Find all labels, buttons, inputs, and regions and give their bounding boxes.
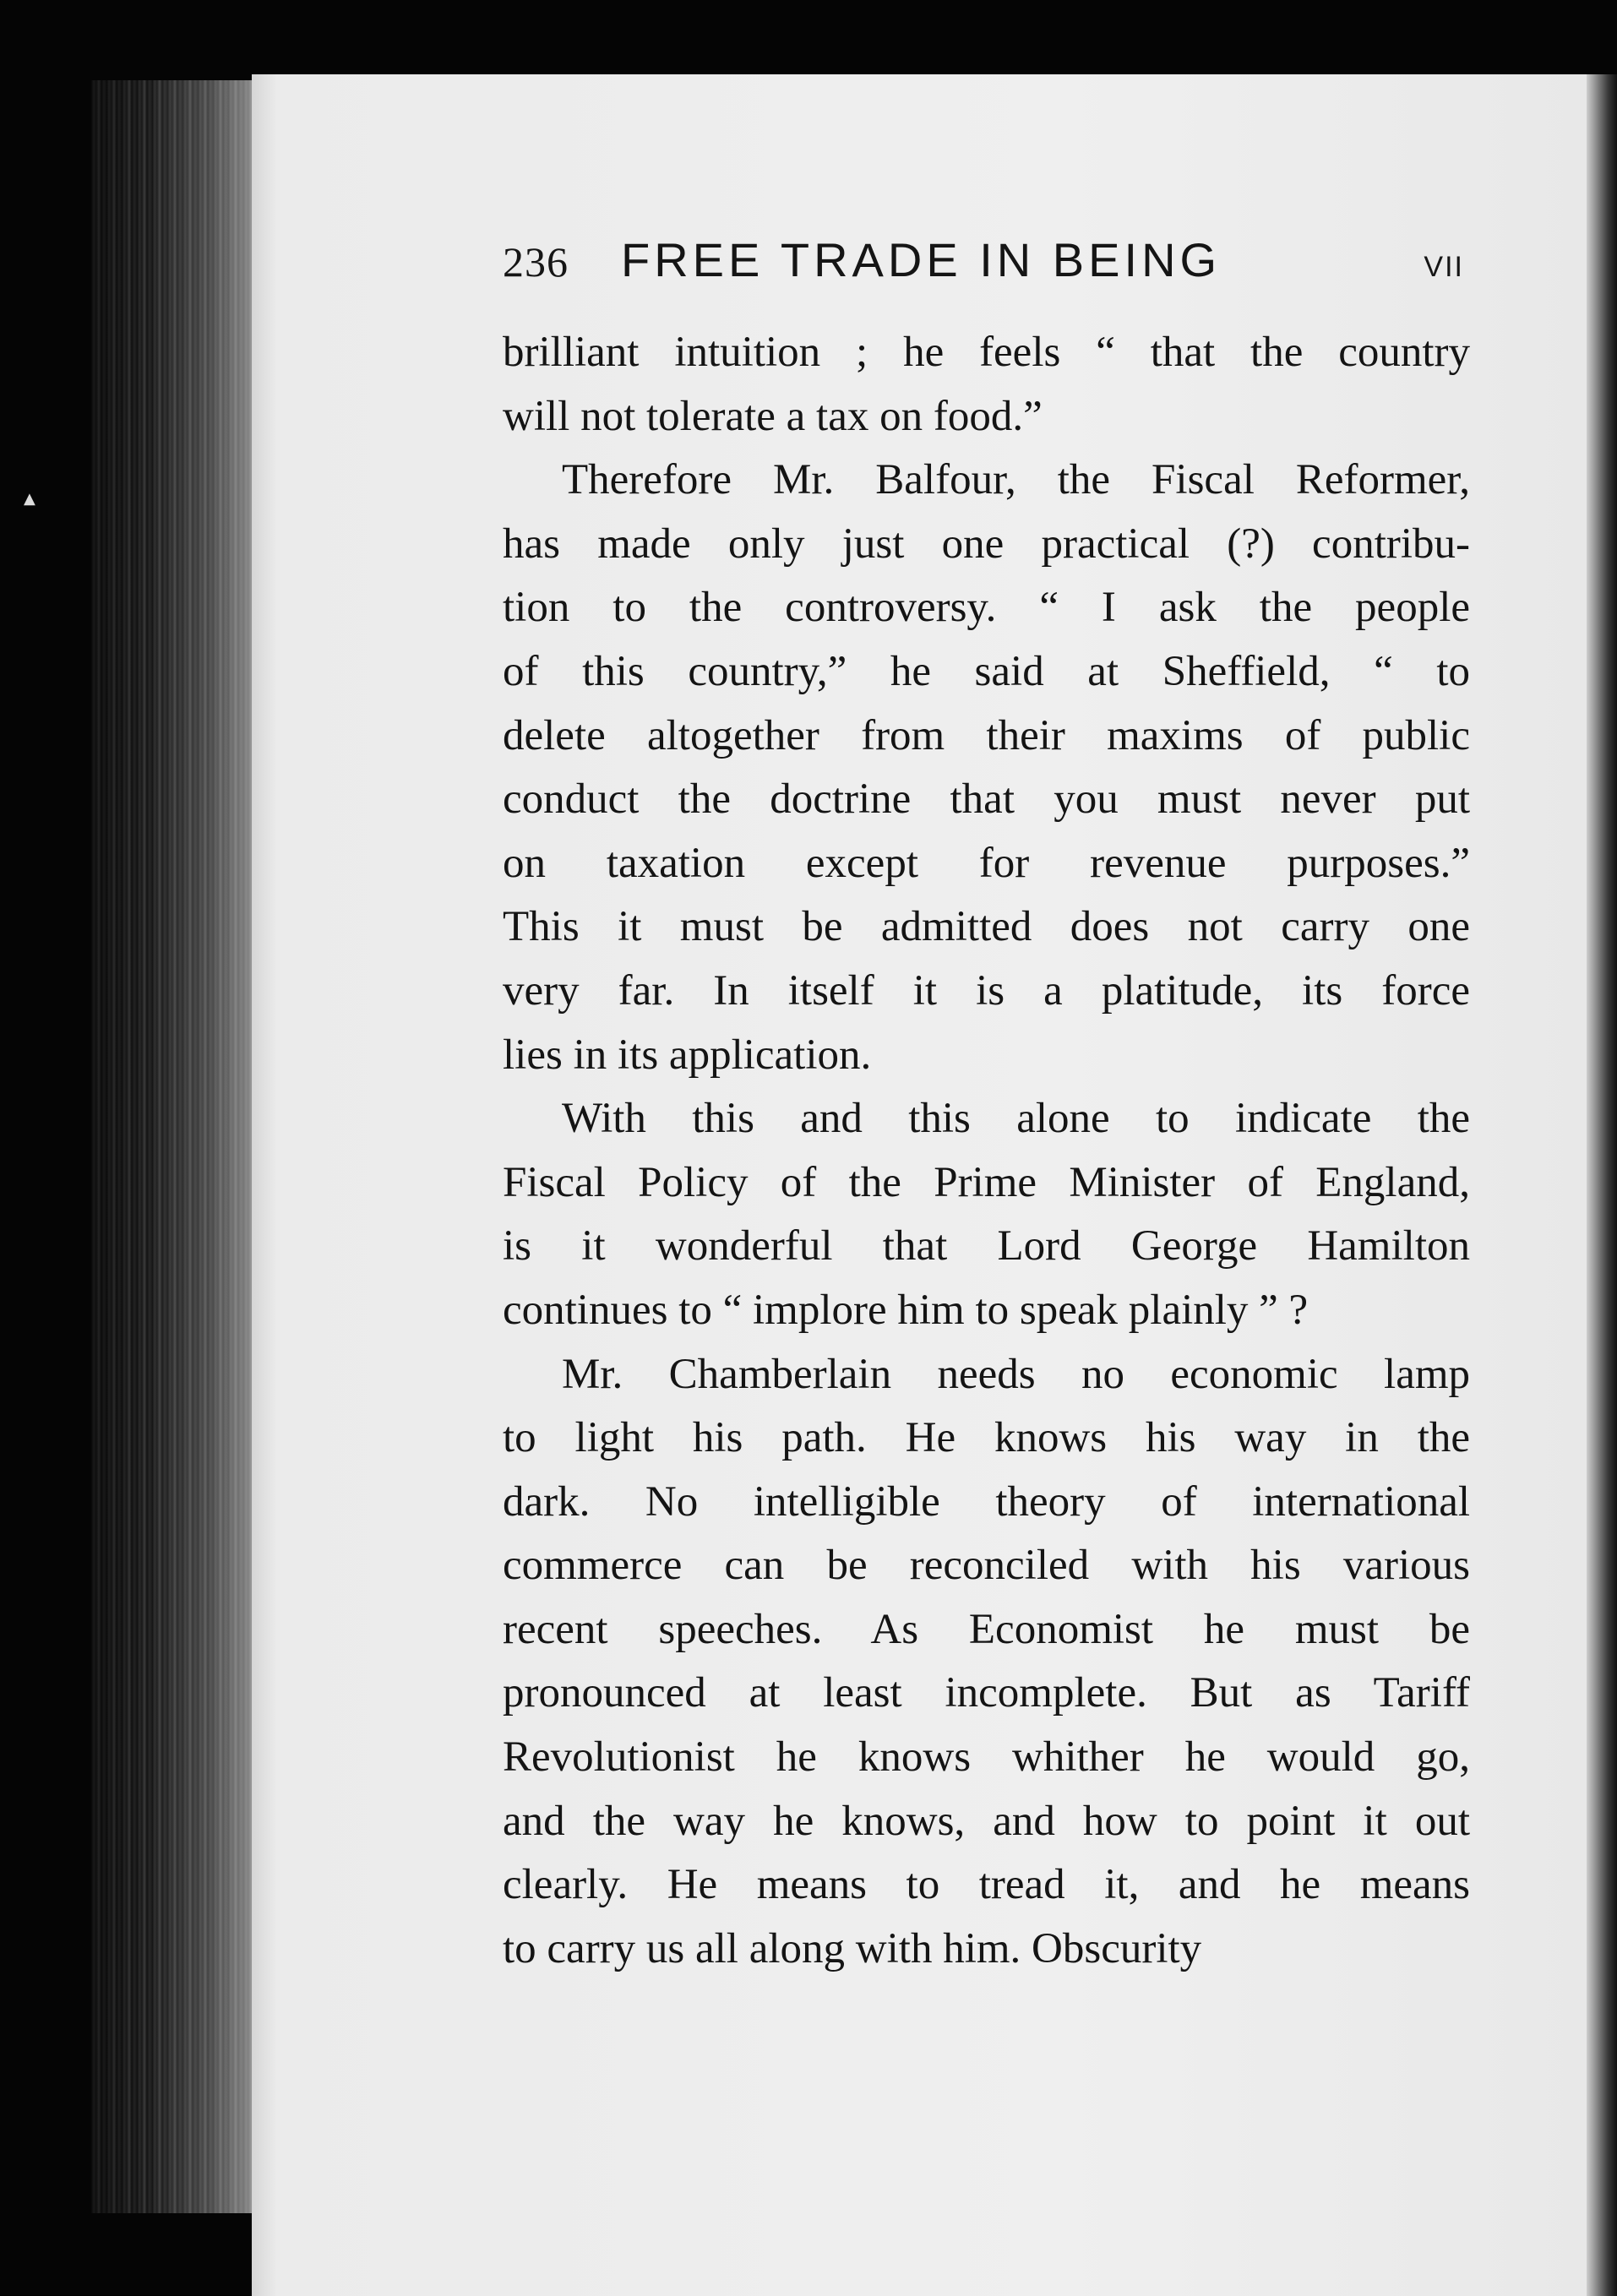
text-line: pronounced at least incomplete. But as Tariff bbox=[503, 1669, 1470, 1717]
text-line: on taxation except for revenue purposes.” bbox=[503, 839, 1470, 887]
running-title: FREE TRADE IN BEING bbox=[621, 233, 1222, 286]
page-number: 236 bbox=[503, 238, 569, 286]
text-line: With this and this alone to indicate the bbox=[562, 1095, 1470, 1143]
text-line: clearly. He means to tread it, and he means bbox=[503, 1861, 1470, 1909]
text-line: Therefore Mr. Balfour, the Fiscal Reformer, bbox=[562, 456, 1470, 504]
text-line: lies in its application. bbox=[503, 1031, 872, 1079]
text-line: continues to “ implore him to speak plainly ” ? bbox=[503, 1286, 1309, 1334]
text-line: commerce can be reconciled with his various bbox=[503, 1542, 1470, 1590]
page-right-edge bbox=[1587, 74, 1617, 2296]
text-line: brilliant intuition ; he feels “ that the country bbox=[503, 329, 1470, 376]
book-spine-shading bbox=[91, 80, 256, 2213]
text-line: dark. No intelligible theory of international bbox=[503, 1477, 1470, 1526]
paragraph bbox=[503, 449, 1470, 1087]
text-line: to light his path. He knows his way in the bbox=[503, 1414, 1470, 1462]
text-line: Mr. Chamberlain needs no economic lamp bbox=[562, 1350, 1470, 1398]
paragraph bbox=[503, 321, 1470, 449]
body-text bbox=[503, 321, 1470, 1981]
text-line: Revolutionist he knows whither he would go, bbox=[503, 1733, 1470, 1782]
text-line: recent speeches. As Economist he must be bbox=[503, 1605, 1470, 1653]
paragraph bbox=[503, 1087, 1470, 1342]
text-line: to carry us all along with him. Obscurity bbox=[503, 1924, 1202, 1972]
text-line: is it wonderful that Lord George Hamilton bbox=[503, 1222, 1470, 1270]
text-line: This it must be admitted does not carry one bbox=[503, 903, 1470, 951]
text-line: and the way he knows, and how to point it out bbox=[503, 1797, 1470, 1845]
text-line: will not tolerate a tax on food.” bbox=[503, 392, 1043, 440]
running-head bbox=[503, 232, 1474, 291]
text-line: Fiscal Policy of the Prime Minister of England, bbox=[503, 1158, 1470, 1206]
paragraph bbox=[503, 1343, 1470, 1982]
chapter-numeral: VII bbox=[1424, 251, 1464, 283]
text-line: of this country,” he said at Sheffield, “ to bbox=[503, 647, 1470, 695]
scan-mark-arrow-icon: ▲ bbox=[24, 490, 35, 508]
text-line: has made only just one practical (?) contribu- bbox=[503, 520, 1470, 568]
text-line: very far. In itself it is a platitude, its force bbox=[503, 966, 1470, 1015]
text-line: delete altogether from their maxims of public bbox=[503, 711, 1470, 759]
text-line: tion to the controversy. “ I ask the people bbox=[503, 584, 1470, 632]
text-line: conduct the doctrine that you must never put bbox=[503, 775, 1470, 824]
